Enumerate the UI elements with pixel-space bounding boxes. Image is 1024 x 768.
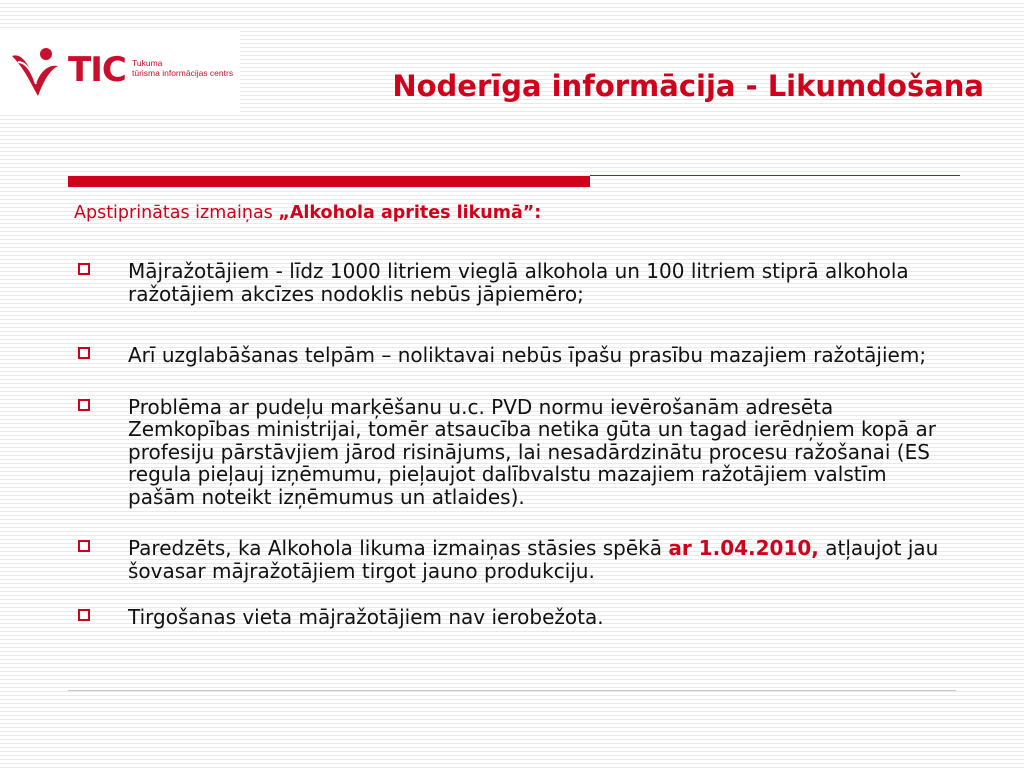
bullet-text-before: Paredzēts, ka Alkohola likuma izmaiņas stāsies spēkā — [128, 536, 669, 560]
title-underline-thin — [590, 175, 960, 176]
list-item — [74, 396, 954, 509]
bullet-text-after: atļaujot jau šovasar mājražotājiem tirgot jauno produkciju. — [128, 536, 939, 583]
tic-logo-icon — [8, 42, 68, 102]
bullet-list — [74, 260, 954, 629]
list-item — [74, 606, 954, 629]
logo — [0, 30, 240, 112]
logo-wordmark: TIC — [68, 50, 126, 90]
list-item — [74, 344, 954, 367]
checkbox-bullet-icon — [78, 399, 90, 411]
list-item — [74, 537, 954, 582]
bullet-text: Tirgošanas vieta mājražotājiem nav ierobežota. — [128, 605, 604, 629]
checkbox-bullet-icon — [78, 609, 90, 621]
list-item — [74, 260, 954, 305]
bullet-text: Problēma ar pudeļu marķēšanu u.c. PVD normu ievērošanām adresēta Zemkopības ministrijai, tomēr atsaucība netika gūta un tagad ierēdņiem kopā ar profesiju pārstāvjiem jārod risinājums, lai nesadārdzinātu procesu ražošanai (ES regula pieļauj izņēmumu, pieļaujot dalībvalstu mazajiem ražotājiem valstīm pašām noteikt izņēmumus un atlaides). — [128, 394, 936, 509]
bullet-text: Mājražotājiem - līdz 1000 litriem vieglā alkohola un 100 litriem stiprā alkohola ražotājiem akcīzes nodoklis nebūs jāpiemēro; — [128, 259, 909, 306]
checkbox-bullet-icon — [78, 263, 90, 275]
bottom-divider — [68, 690, 956, 691]
bullet-text: Arī uzglabāšanas telpām – noliktavai nebūs īpašu prasību mazajiem ražotājiem; — [128, 343, 927, 367]
intro-prefix: Apstiprinātas izmaiņas — [74, 203, 279, 223]
intro-emphasis: „Alkohola aprites likumā”: — [278, 203, 542, 223]
checkbox-bullet-icon — [78, 540, 90, 552]
logo-subtitle-line1: Tukuma — [132, 58, 163, 68]
page-title: Noderīga informācija - Likumdošana — [392, 69, 984, 103]
logo-subtitle — [132, 58, 233, 78]
bullet-date-emphasis: ar 1.04.2010, — [668, 536, 819, 560]
intro-text — [74, 200, 541, 226]
checkbox-bullet-icon — [78, 347, 90, 359]
logo-subtitle-line2: tūrisma informācijas centrs — [132, 68, 234, 78]
title-underline-thick — [68, 176, 590, 187]
